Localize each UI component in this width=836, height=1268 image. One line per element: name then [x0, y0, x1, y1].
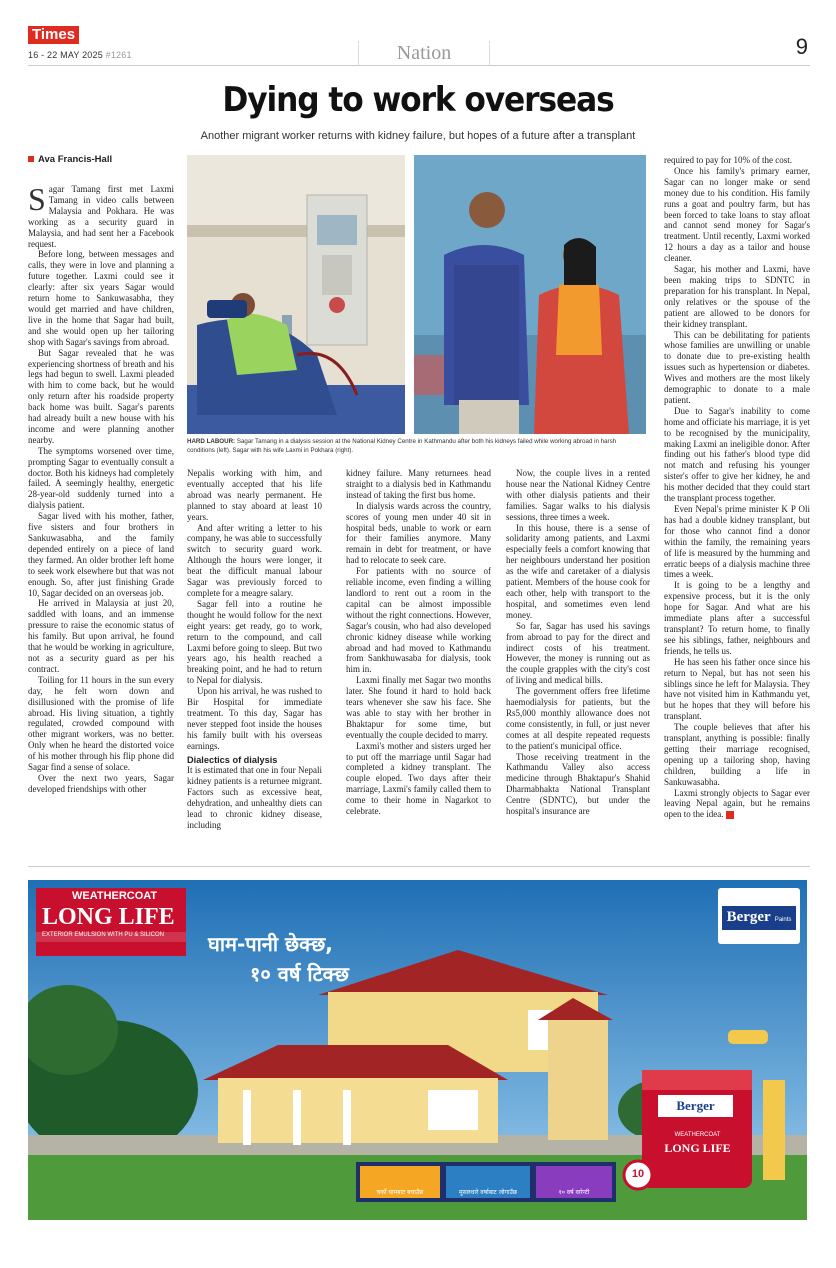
paragraph: But Sagar revealed that he was experiencing shortness of breath and his legs had begun to swell. Laxmi pleaded with him to come back, but he would only return after his roadside property back home was built. Sagar's parents had already built a new house with his income and were planning another nearby.: [28, 347, 174, 445]
standfirst: Another migrant worker returns with kidney failure, but hopes of a future after a transplant: [200, 130, 636, 142]
paragraph: Laxmi strongly objects to Sagar ever leaving Nepal again, but he remains open to the idea.: [664, 787, 810, 820]
article-column-1: [28, 181, 174, 795]
header-divider: [28, 65, 810, 66]
can-line-2: LONG LIFE: [664, 1141, 731, 1155]
ad-slogan-line-2: १० वर्ष टिक्छ: [250, 962, 349, 986]
ad-brand-top: WEATHERCOAT: [72, 890, 158, 902]
paragraph: Laxmi's mother and sisters urged her to put off the marriage until Sagar had completed a kidney transplant. The couple eloped. Two days after their marriage, Laxmi's family called them to come to their home in Nagarkot to celebrate.: [346, 740, 491, 817]
headline: Dying to work overseas: [222, 80, 614, 120]
article-column-2: [187, 468, 322, 831]
paragraph: Upon his arrival, he was rushed to Bir Hospital for immediate treatment. To this day, Sagar has never stepped foot inside the houses his family built with his overseas earnings.: [187, 686, 322, 751]
dateline: [28, 50, 132, 60]
berger-logo[interactable]: [722, 908, 796, 926]
paragraph: The couple believes that after his transplant, anything is possible: finally getting their marriage recognised, opening up a tailoring shop, having children, building a life in Sankuwasabha.: [664, 722, 810, 787]
article-column-5: [664, 155, 810, 820]
article-column-4: [506, 468, 650, 817]
paragraph: Toiling for 11 hours in the sun every day, he felt worn down and disillusioned with the promise of life abroad. His living situation, a tightly regulated, crowded compound with other migrant workers, was no better. Only when he heard the distorted voice of his mother through his flip phone did Sagar find a sense of solace.: [28, 674, 174, 773]
paragraph: Sagar, his mother and Laxmi, have been making trips to SDNTC in preparation for his transplant. In Nepal, only relatives or the spouse of the patient are allowed to be donors for their kidney transplant.: [664, 264, 810, 329]
paragraph: In this house, there is a sense of solidarity among patients, and Laxmi especially feels a comfort knowing that her neighbours understand her position as the wife and caretaker of a dialysis patient. Members of the house cook for each other, help with transport to the hospital, and sometimes even lend money.: [506, 522, 650, 620]
paragraph: The symptoms worsened over time, prompting Sagar to eventually consult a doctor. Both his kidneys had completely failed. A seemingly healthy, energetic 28-year-old suddenly turned into a dialysis patient.: [28, 445, 174, 511]
page-number: 9: [795, 34, 808, 59]
paragraph: Those receiving treatment in the Kathmandu Valley also access medicine through Bhaktapur's Shahid Dharmabhakta National Transplant Centre (SDNTC), but under the hospital's insurance are: [506, 751, 650, 817]
dialysis-photo: [187, 155, 405, 434]
paragraph: The government offers free lifetime haemodialysis for patients, but the Rs5,000 monthly allowance does not come consistently, in full, or just never comes at all despite repeated requests to the patient's municipal office.: [506, 686, 650, 751]
issue-number: #1261: [105, 50, 132, 60]
can-line-1: WEATHERCOAT: [674, 1132, 721, 1138]
paragraph: Once his family's primary earner, Sagar can no longer make or send money due to his condition. His family runs a goat and poultry farm, but has been forced to take loans to stay afloat and cannot send money for Sagar's treatment. Until recently, Laxmi worked 12 hours a day as a tailor and house cleaner.: [664, 165, 810, 264]
paragraph: Sagar fell into a routine he thought he would follow for the next eight years: get ready, go to work, return to the compound, and call Laxmi before going to sleep. But two years ago, his health reached a breaking point, and he had to return to Nepal for dialysis.: [187, 598, 322, 686]
paragraph: Even Nepal's prime minister K P Oli has had a double kidney transplant, but for those who cannot find a donor within the family, the remaining years of life is measured by the humming and erratic beeps of a dialysis machine three times a week.: [664, 504, 810, 580]
masthead: [28, 26, 810, 66]
paragraph: It is going to be a lengthy and expensive process, but it is the only hope for Sagar. And what are his immediate plans after a successful transplant? To return home, to finally see his siblings, father, neighbours and friends, he tells us.: [664, 580, 810, 656]
badge-warranty: १० वर्ष वारेन्टी: [558, 1189, 590, 1196]
paragraph: required to pay for 10% of the cost.: [664, 155, 792, 165]
drop-cap: S: [28, 181, 46, 217]
couple-photo: [414, 155, 646, 434]
issue-date: 16 - 22 MAY 2025: [28, 50, 103, 60]
badge-sun-protection: चर्को घामबाट बचाउँछ: [376, 1189, 424, 1196]
berger-logo-sub: Paints: [774, 917, 792, 923]
paragraph: He has seen his father once since his return to Nepal, but has not seen his siblings since he left for Malaysia. They have not visited him in Kathmandu yet, but he hopes that they will before his transplant.: [664, 656, 810, 722]
subheading: Dialectics of dialysis: [187, 754, 278, 765]
ad-divider: [28, 866, 810, 867]
badge-rain-protection: मुसलधारे वर्षाबाट जोगाउँछ: [458, 1189, 518, 1196]
paragraph: Before long, between messages and calls, they were in love and planning a future together. Laxmi could see it clearly: after six years Sagar would return home to Sankuwasabha, they would get married and have children, live in the home that Sagar had built, and she would open up her tailoring shop with Sagar's savings from abroad.: [28, 249, 174, 347]
ad-slogan-line-1: घाम-पानी छेक्छ,: [208, 932, 333, 956]
berger-advertisement[interactable]: [28, 880, 807, 1220]
paragraph: This can be debilitating for patients whose families are unwilling or unable to donate due to pre-existing health issues such as hypertension or diabetes. Wives and mothers are the most likely demographic to donate to a male patient.: [664, 329, 810, 405]
end-mark-icon: [726, 811, 734, 819]
paragraph: Due to Sagar's inability to come home and officiate his marriage, it is yet to be recognised by the municipality, making Laxmi an ineligible donor. After finding out his father's blood type did not match and refusing his younger sister's offer to give her kidney, he and his mother decided that they could start the transplant process together.: [664, 405, 810, 504]
byline: Ava Francis-Hall: [28, 154, 112, 165]
paragraph: Laxmi finally met Sagar two months later. She found it hard to hold back tears whenever she saw his face. She was able to stay with her brother in Bhaktapur for some time, but eventually the couple decided to marry.: [346, 675, 491, 740]
caption-label: HARD LABOUR:: [187, 438, 236, 445]
can-brand: Berger: [676, 1098, 715, 1113]
paragraph: He arrived in Malaysia at just 20, saddled with loans, and an immense pressure to raise the economic status of his family. But upon arrival, he found that he would be working in agriculture, not as a security guard as per his contract.: [28, 598, 174, 674]
paragraph: And after writing a letter to his company, he was able to successfully switch to security guard work. Although the hours were longer, it beat the difficult manual labour Sagar was previously forced to complete for a meagre salary.: [187, 522, 322, 598]
section-label: Nation: [358, 41, 490, 65]
paragraph: kidney failure. Many returnees head straight to a dialysis bed in Kathmandu instead of taking the first bus home.: [346, 468, 491, 500]
paragraph: So far, Sagar has used his savings from abroad to pay for the direct and indirect costs of his treatment. However, the money is running out as the couple grapples with the city's cost of living and medical bills.: [506, 620, 650, 686]
warranty-number: 10: [631, 1168, 645, 1180]
paragraph: Now, the couple lives in a rented house near the National Kidney Centre with other dialysis patients and their families. Sagar walks to his dialysis sessions, three times a week.: [506, 468, 650, 522]
article-column-3: [346, 468, 491, 817]
times-logo[interactable]: Times: [28, 26, 79, 44]
paragraph: In dialysis wards across the country, scores of young men under 40 sit in hospital beds, unable to work or earn for their families anymore. Many remain in debt for treatment, or have had to relocate to seek care.: [346, 500, 491, 566]
ad-brand-name: LONG LIFE: [42, 904, 175, 930]
paragraph: It is estimated that one in four Nepali kidney patients is a returnee migrant. Factors such as excessive heat, dehydration, and unhealthy diets can lead to chronic kidney disease, including: [187, 765, 322, 830]
ad-tagline: EXTERIOR EMULSION WITH PU & SILICON: [42, 932, 165, 938]
paragraph: For patients with no source of reliable income, even finding a willing landlord to rent out a room in the capital can be almost impossible without the right connections. However, Sagar's cousin, who had also developed chronic kidney disease while working abroad and had moved to Kathmandu from Sankhuwasaba for dialysis, took him in.: [346, 566, 491, 675]
paragraph: Nepalis working with him, and eventually accepted that his life abroad was nearly permanent. He planned to stay aboard at least 10 years.: [187, 468, 322, 522]
paragraph: agar Tamang first met Laxmi Tamang in video calls between Malaysia and Pokhara. He was working as a security guard in Malaysia, and had sent her a Facebook request.: [28, 184, 174, 249]
caption-text: Sagar Tamang in a dialysis session at the National Kidney Centre in Kathmandu after both his kidneys failed while working abroad in harsh conditions (left). Sagar with his wife Laxmi in Pokhara (right).: [187, 438, 617, 454]
photo-caption: [187, 437, 642, 455]
paragraph: Over the next two years, Sagar developed friendships with other: [28, 772, 174, 794]
paragraph: Sagar lived with his mother, father, five sisters and four brothers in Sankuwasabha, and the family depended entirely on a piece of land they farmed. An older brother left home to seek work elsewhere but that was not enough. So, after just finishing Grade 10, Sagar decided on an overseas job.: [28, 511, 174, 598]
berger-logo-text: Berger: [726, 909, 771, 925]
